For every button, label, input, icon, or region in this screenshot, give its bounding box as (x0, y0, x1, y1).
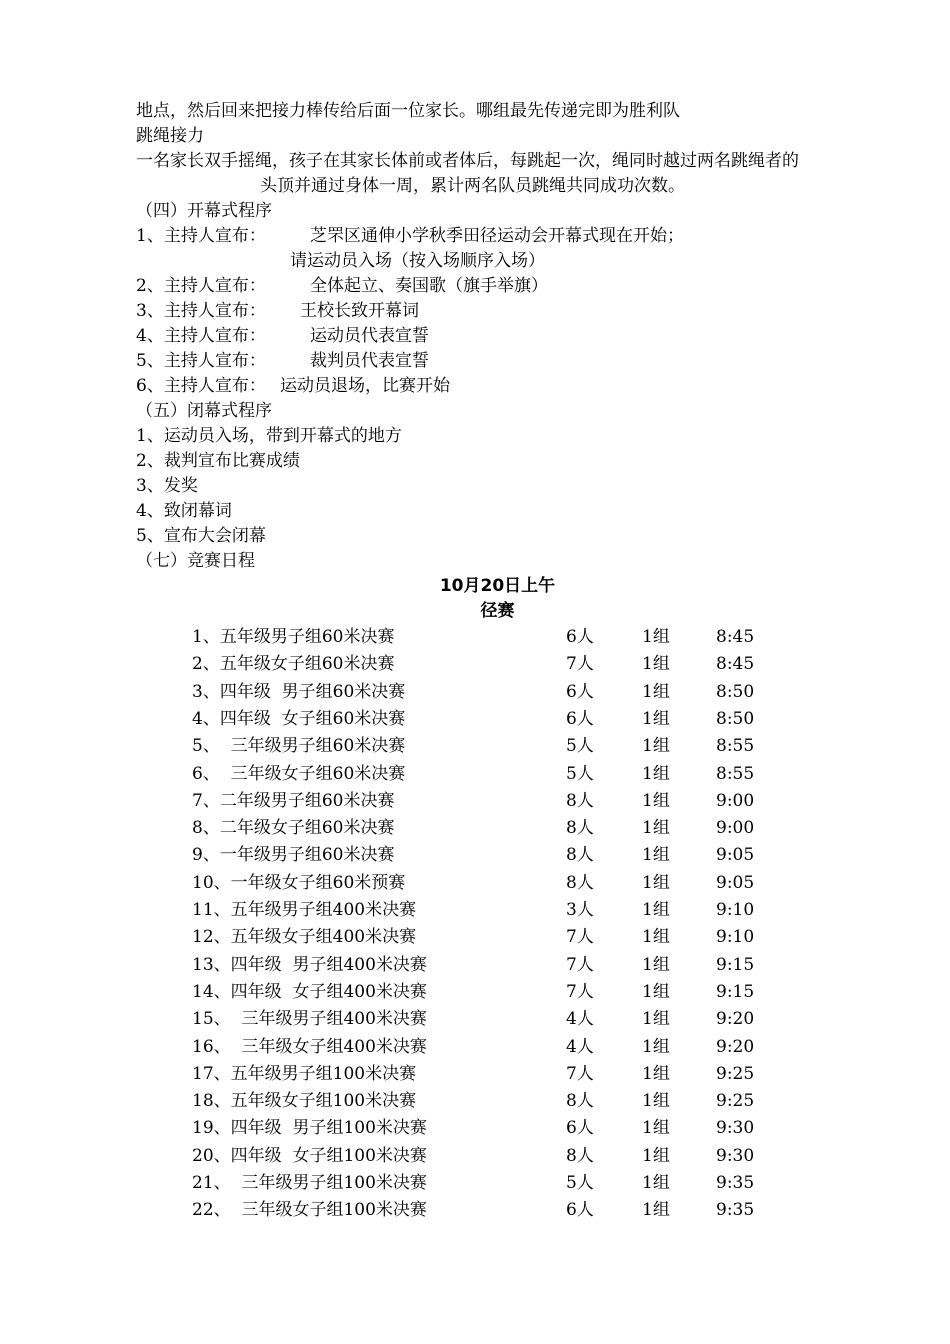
start-time: 9:20 (716, 1009, 755, 1030)
intro-line-2: 跳绳接力 (136, 126, 204, 146)
group-count: 1组 (642, 1036, 670, 1057)
closing-title: （五）闭幕式程序 (136, 401, 272, 421)
start-time: 9:35 (716, 1173, 755, 1193)
start-time: 9:15 (716, 981, 755, 1002)
start-time: 9:00 (716, 818, 755, 839)
opening-item-content: 芝罘区通伸小学秋季田径运动会开幕式现在开始； (310, 226, 684, 246)
opening-item-content: 王校长致开幕词 (300, 301, 419, 321)
event-name: 13、四年级 男子组400米决赛 (192, 954, 427, 975)
participant-count: 4人 (566, 1009, 594, 1030)
table-row (0, 844, 950, 871)
closing-item: 4、致闭幕词 (136, 501, 232, 521)
table-row (0, 1063, 950, 1090)
participant-count: 6人 (566, 1118, 594, 1139)
group-count: 1组 (642, 708, 670, 729)
table-row (0, 1199, 950, 1226)
closing-item: 3、发奖 (136, 476, 198, 496)
start-time: 9:25 (716, 1063, 755, 1084)
schedule-title: （七）竞赛日程 (136, 551, 255, 571)
group-count: 1组 (642, 790, 670, 811)
participant-count: 8人 (566, 872, 594, 893)
start-time: 9:15 (716, 954, 755, 975)
event-name: 20、四年级 女子组100米决赛 (192, 1145, 427, 1166)
participant-count: 6人 (566, 708, 594, 729)
closing-item: 5、宣布大会闭幕 (136, 526, 266, 546)
participant-count: 5人 (566, 763, 594, 784)
event-name: 6、 三年级女子组60米决赛 (192, 763, 406, 784)
participant-count: 7人 (566, 1063, 594, 1084)
start-time: 9:05 (716, 872, 755, 893)
start-time: 9:35 (716, 1200, 755, 1221)
table-row (0, 1090, 950, 1117)
participant-count: 8人 (566, 790, 594, 811)
group-count: 1组 (642, 1091, 670, 1112)
event-name: 18、五年级女子组100米决赛 (192, 1091, 417, 1112)
participant-count: 5人 (566, 736, 594, 757)
table-row (0, 817, 950, 844)
participant-count: 8人 (566, 1091, 594, 1112)
event-name: 7、二年级男子组60米决赛 (192, 790, 395, 811)
start-time: 8:50 (716, 681, 755, 702)
group-count: 1组 (642, 818, 670, 839)
table-row (0, 681, 950, 708)
event-name: 11、五年级男子组400米决赛 (192, 900, 417, 920)
event-name: 16、 三年级女子组400米决赛 (192, 1036, 427, 1057)
participant-count: 4人 (566, 1036, 594, 1057)
opening-item-content: 裁判员代表宣誓 (310, 351, 429, 371)
table-row (0, 899, 950, 926)
group-count: 1组 (642, 927, 670, 948)
table-row (0, 763, 950, 790)
start-time: 9:10 (716, 927, 755, 948)
opening-item-label: 1、主持人宣布： (136, 226, 266, 246)
group-count: 1组 (642, 872, 670, 893)
start-time: 9:05 (716, 845, 755, 866)
group-count: 1组 (642, 1200, 670, 1221)
group-count: 1组 (642, 900, 670, 920)
table-row (0, 708, 950, 735)
participant-count: 7人 (566, 981, 594, 1002)
start-time: 9:25 (716, 1091, 755, 1112)
table-row (0, 954, 950, 981)
event-name: 9、一年级男子组60米决赛 (192, 845, 395, 866)
participant-count: 8人 (566, 845, 594, 866)
participant-count: 7人 (566, 654, 594, 675)
schedule-category: 径赛 (480, 601, 515, 621)
opening-item-content: 全体起立、奏国歌（旗手举旗） (310, 276, 548, 296)
table-row (0, 626, 950, 653)
table-row (0, 1117, 950, 1144)
table-row (0, 1172, 950, 1199)
intro-line-4: 头顶并通过身体一周，累计两名队员跳绳共同成功次数。 (260, 176, 685, 196)
start-time: 9:20 (716, 1036, 755, 1057)
table-row (0, 1008, 950, 1035)
event-name: 12、五年级女子组400米决赛 (192, 927, 417, 948)
event-name: 4、四年级 女子组60米决赛 (192, 708, 406, 729)
event-name: 14、四年级 女子组400米决赛 (192, 981, 427, 1002)
group-count: 1组 (642, 1009, 670, 1030)
participant-count: 3人 (566, 900, 594, 920)
opening-title: （四）开幕式程序 (136, 201, 272, 221)
participant-count: 5人 (566, 1173, 594, 1193)
table-row (0, 981, 950, 1008)
table-row (0, 872, 950, 899)
participant-count: 8人 (566, 818, 594, 839)
group-count: 1组 (642, 954, 670, 975)
participant-count: 6人 (566, 681, 594, 702)
closing-item: 2、裁判宣布比赛成绩 (136, 451, 300, 471)
group-count: 1组 (642, 1063, 670, 1084)
event-name: 15、 三年级男子组400米决赛 (192, 1009, 427, 1030)
start-time: 8:45 (716, 654, 755, 675)
event-name: 5、 三年级男子组60米决赛 (192, 736, 406, 757)
start-time: 9:30 (716, 1145, 755, 1166)
participant-count: 7人 (566, 954, 594, 975)
event-name: 22、 三年级女子组100米决赛 (192, 1200, 427, 1221)
event-name: 17、五年级男子组100米决赛 (192, 1063, 417, 1084)
start-time: 8:55 (716, 736, 755, 757)
event-name: 3、四年级 男子组60米决赛 (192, 681, 406, 702)
opening-item-label: 5、主持人宣布： (136, 351, 266, 371)
intro-line-3: 一名家长双手摇绳，孩子在其家长体前或者体后，每跳起一次，绳同时越过两名跳绳者的 (136, 151, 799, 171)
participant-count: 7人 (566, 927, 594, 948)
group-count: 1组 (642, 1118, 670, 1139)
event-name: 1、五年级男子组60米决赛 (192, 627, 395, 647)
intro-line-1: 地点，然后回来把接力棒传给后面一位家长。哪组最先传递完即为胜利队 (136, 101, 680, 121)
opening-item-label: 4、主持人宣布： (136, 326, 266, 346)
event-name: 21、 三年级男子组100米决赛 (192, 1173, 427, 1193)
event-name: 10、一年级女子组60米预赛 (192, 872, 406, 893)
event-name: 8、二年级女子组60米决赛 (192, 818, 395, 839)
group-count: 1组 (642, 627, 670, 647)
opening-item-content: 运动员退场，比赛开始 (280, 376, 450, 396)
opening-item-label: 3、主持人宣布： (136, 301, 266, 321)
opening-item-content: 运动员代表宣誓 (310, 326, 429, 346)
start-time: 8:50 (716, 708, 755, 729)
start-time: 8:55 (716, 763, 755, 784)
table-row (0, 790, 950, 817)
opening-item-label: 2、主持人宣布： (136, 276, 266, 296)
group-count: 1组 (642, 1173, 670, 1193)
closing-item: 1、运动员入场，带到开幕式的地方 (136, 426, 402, 446)
participant-count: 6人 (566, 1200, 594, 1221)
table-row (0, 735, 950, 762)
table-row (0, 1145, 950, 1172)
opening-item-extra: 请运动员入场（按入场顺序入场） (290, 251, 545, 271)
group-count: 1组 (642, 1145, 670, 1166)
group-count: 1组 (642, 845, 670, 866)
start-time: 9:10 (716, 900, 755, 920)
event-name: 2、五年级女子组60米决赛 (192, 654, 395, 675)
start-time: 9:00 (716, 790, 755, 811)
group-count: 1组 (642, 681, 670, 702)
event-name: 19、四年级 男子组100米决赛 (192, 1118, 427, 1139)
group-count: 1组 (642, 654, 670, 675)
start-time: 8:45 (716, 627, 755, 647)
opening-item-label: 6、主持人宣布： (136, 376, 266, 396)
group-count: 1组 (642, 763, 670, 784)
start-time: 9:30 (716, 1118, 755, 1139)
schedule-date: 10月20日上午 (439, 576, 556, 596)
table-row (0, 653, 950, 680)
participant-count: 6人 (566, 627, 594, 647)
participant-count: 8人 (566, 1145, 594, 1166)
table-row (0, 926, 950, 953)
table-row (0, 1036, 950, 1063)
group-count: 1组 (642, 981, 670, 1002)
group-count: 1组 (642, 736, 670, 757)
